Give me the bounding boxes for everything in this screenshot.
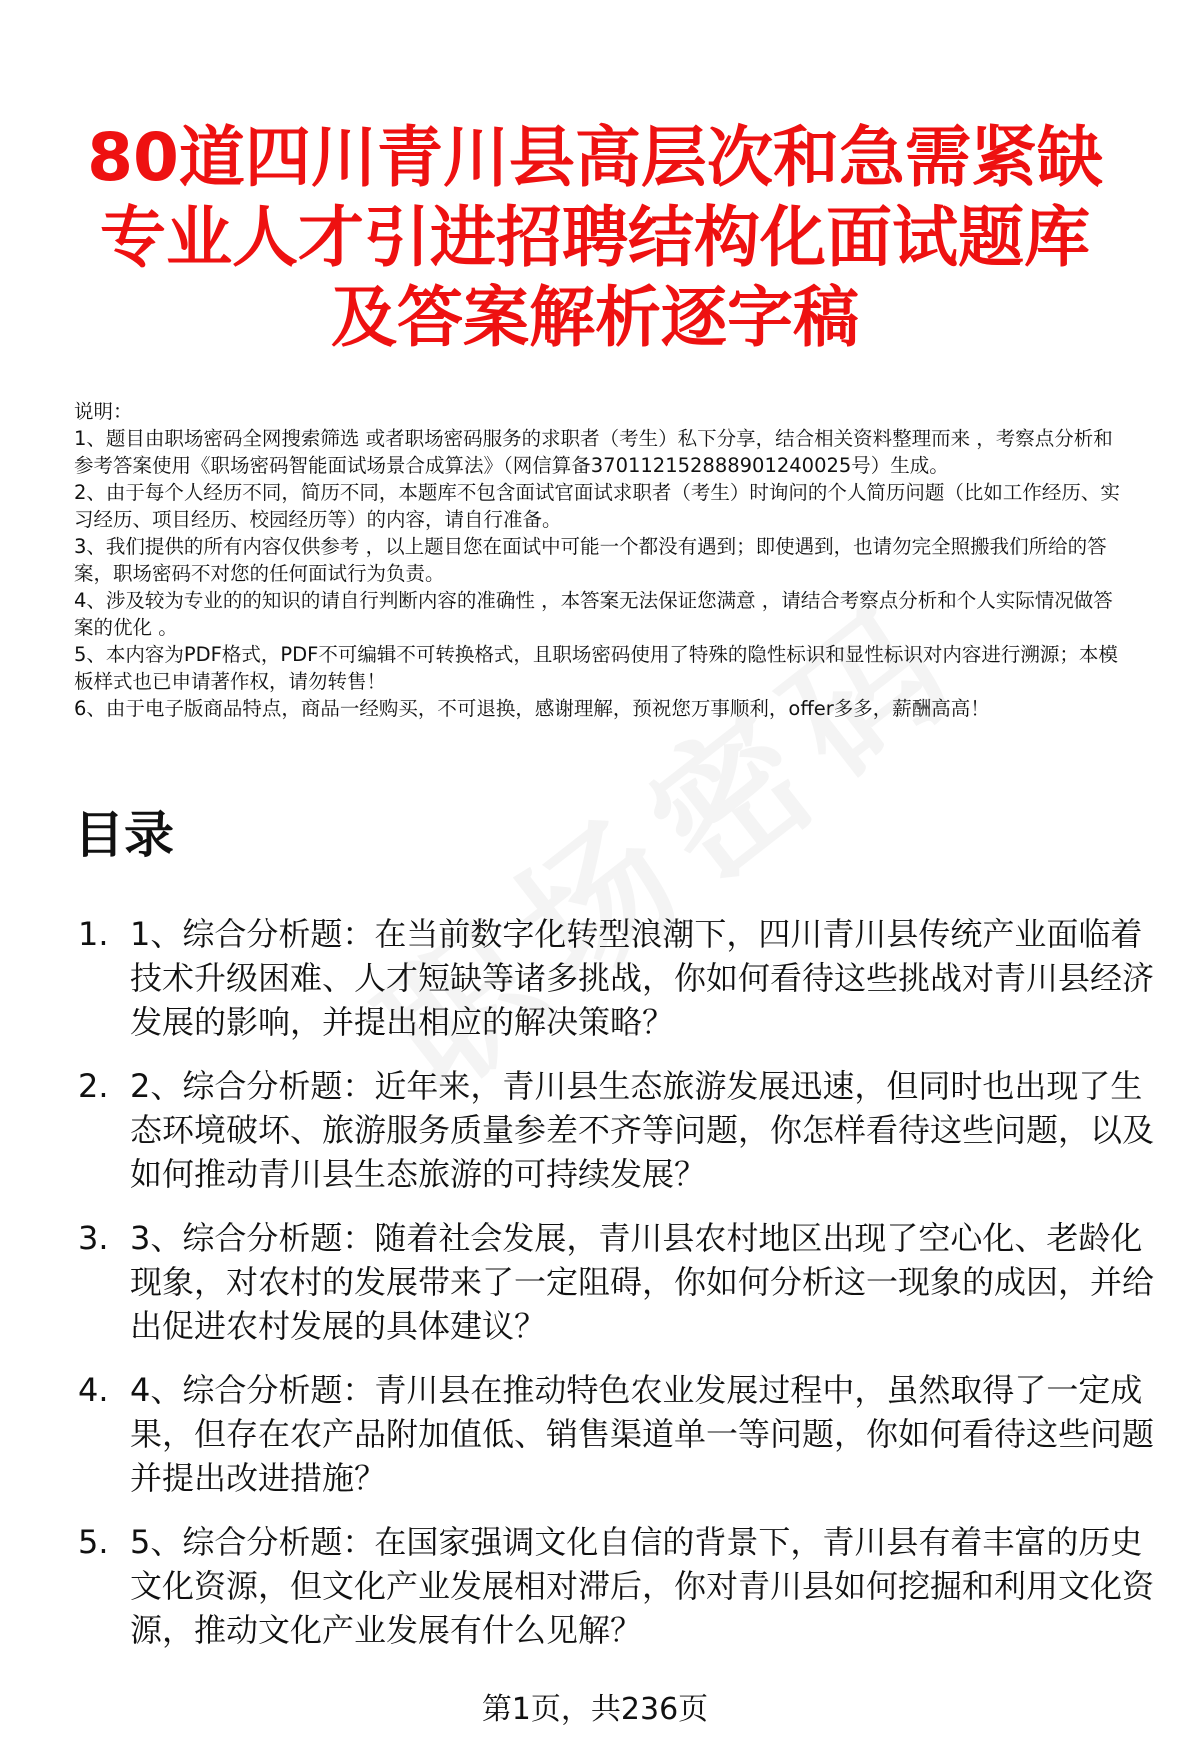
note-item-3: 3、我们提供的所有内容仅供参考 ，以上题目您在面试中可能一个都没有遇到；即使遇到，也请勿完全照搬我们所给的答案，职场密码不对您的任何面试行为负责。 bbox=[74, 535, 1107, 585]
toc-heading: 目录 bbox=[74, 806, 174, 864]
toc-item-3[interactable] bbox=[74, 1216, 1164, 1348]
toc-item-number: 1. bbox=[78, 915, 109, 953]
notes-section bbox=[74, 398, 1130, 722]
toc-item-text: 5、综合分析题：在国家强调文化自信的背景下，青川县有着丰富的历史文化资源，但文化产业发展相对滞后，你对青川县如何挖掘和利用文化资源，推动文化产业发展有什么见解？ bbox=[130, 1523, 1155, 1649]
toc-item-number: 4. bbox=[78, 1371, 109, 1409]
note-item-5: 5、本内容为PDF格式，PDF不可编辑不可转换格式，且职场密码使用了特殊的隐性标识和显性标识对内容进行溯源；本模板样式也已申请著作权，请勿转售！ bbox=[74, 643, 1118, 693]
note-item-2: 2、由于每个人经历不同，简历不同，本题库不包含面试官面试求职者（考生）时询问的个人简历问题（比如工作经历、实习经历、项目经历、校园经历等）的内容，请自行准备。 bbox=[74, 481, 1120, 531]
toc-item-number: 3. bbox=[78, 1219, 109, 1257]
toc-item-5[interactable] bbox=[74, 1520, 1164, 1652]
note-item-4: 4、涉及较为专业的的知识的请自行判断内容的准确性 ，本答案无法保证您满意 ，请结合考察点分析和个人实际情况做答案的优化 。 bbox=[74, 589, 1113, 639]
toc-item-number: 5. bbox=[78, 1523, 109, 1561]
page-footer: 第1页，共236页 bbox=[481, 1692, 709, 1727]
toc-list bbox=[74, 912, 1164, 1672]
toc-item-1[interactable] bbox=[74, 912, 1164, 1044]
toc-item-text: 3、综合分析题：随着社会发展，青川县农村地区出现了空心化、老龄化现象，对农村的发展带来了一定阻碍，你如何分析这一现象的成因，并给出促进农村发展的具体建议？ bbox=[130, 1219, 1155, 1345]
toc-item-number: 2. bbox=[78, 1067, 109, 1105]
toc-item-4[interactable] bbox=[74, 1368, 1164, 1500]
toc-item-text: 1、综合分析题：在当前数字化转型浪潮下，四川青川县传统产业面临着技术升级困难、人才短缺等诸多挑战，你如何看待这些挑战对青川县经济发展的影响，并提出相应的解决策略？ bbox=[130, 915, 1155, 1041]
notes-heading: 说明： bbox=[74, 400, 133, 423]
toc-item-2[interactable] bbox=[74, 1064, 1164, 1196]
note-item-1: 1、题目由职场密码全网搜索筛选 或者职场密码服务的求职者（考生）私下分享，结合相关资料整理而来 ，考察点分析和参考答案使用《职场密码智能面试场景合成算法》（网信算备370112152888901240025号）生成。 bbox=[74, 427, 1113, 477]
toc-item-text: 4、综合分析题：青川县在推动特色农业发展过程中，虽然取得了一定成果，但存在农产品附加值低、销售渠道单一等问题，你如何看待这些问题并提出改进措施？ bbox=[130, 1371, 1155, 1497]
note-item-6: 6、由于电子版商品特点，商品一经购买，不可退换，感谢理解，预祝您万事顺利，offer多多，薪酬高高！ bbox=[74, 697, 990, 720]
toc-item-text: 2、综合分析题：近年来，青川县生态旅游发展迅速，但同时也出现了生态环境破坏、旅游服务质量参差不齐等问题，你怎样看待这些问题，以及如何推动青川县生态旅游的可持续发展？ bbox=[130, 1067, 1155, 1193]
document-title: 80道四川青川县高层次和急需紧缺专业人才引进招聘结构化面试题库及答案解析逐字稿 bbox=[87, 119, 1103, 356]
